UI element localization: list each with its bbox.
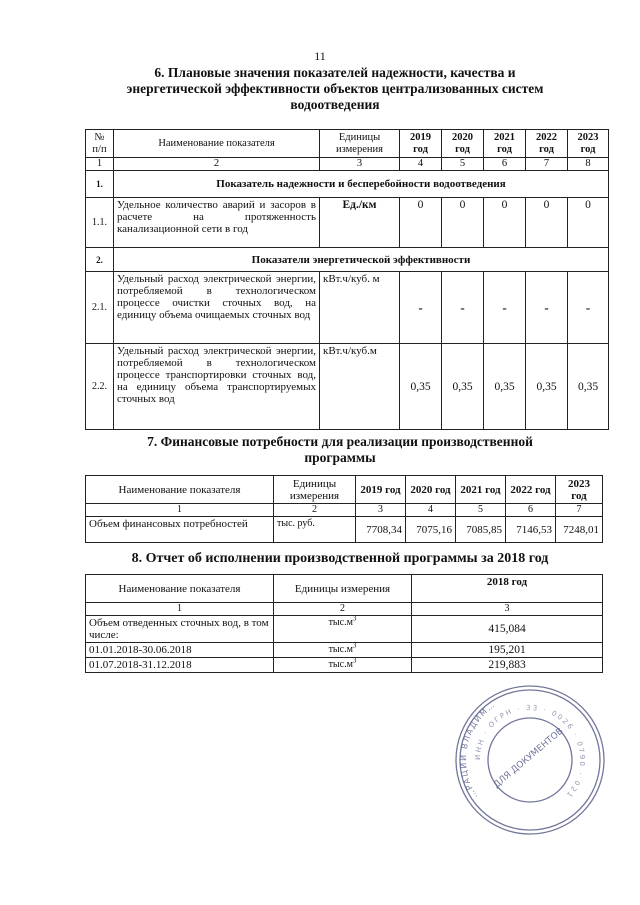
index-cell: 2 (114, 158, 320, 171)
row-value: 0,35 (442, 344, 484, 430)
row-value: - (568, 272, 609, 344)
group-num: 1. (86, 171, 114, 198)
index-cell: 6 (484, 158, 526, 171)
row-value: 0 (442, 198, 484, 248)
section6-table (85, 129, 609, 430)
section6-title (120, 65, 550, 113)
table-header-row (86, 130, 609, 158)
col-year-header: 2022 год (506, 476, 556, 504)
col-num-header: № п/п (86, 130, 114, 158)
index-row (86, 504, 603, 517)
index-cell: 2 (274, 603, 412, 616)
col-name-header: Наименование показателя (86, 476, 274, 504)
index-cell: 7 (526, 158, 568, 171)
index-cell: 3 (356, 504, 406, 517)
row-value: 0,35 (400, 344, 442, 430)
row-value: 7248,01 (556, 517, 603, 543)
row-name: Удельный расход электрической энергии, потребляемой в технологическом процессе транспортировки сточных вод, на единицу объема транспортируемых сточных вод (114, 344, 320, 430)
table-header-row (86, 575, 603, 603)
row-name: Объем финансовых потребностей (86, 517, 274, 543)
col-year-header: 2019 год (400, 130, 442, 158)
col-unit-header: Единицы измерения (274, 476, 356, 504)
row-value: - (526, 272, 568, 344)
col-name-header: Наименование показателя (86, 575, 274, 603)
row-unit: тыс. руб. (274, 517, 356, 543)
row-unit-text: тыс.м (328, 617, 353, 628)
row-value: 0 (400, 198, 442, 248)
row-value: 0,35 (484, 344, 526, 430)
row-value: 0,35 (526, 344, 568, 430)
section6-title-line1: 6. Плановые значения показателей надежности, качества и (154, 65, 516, 80)
group-row (86, 248, 609, 272)
row-unit: $тыс.м^3$ (274, 616, 412, 643)
svg-text:…РАЦИИ ВЛАДИМ… (450, 700, 533, 801)
col-name-header: Наименование показателя (114, 130, 320, 158)
seal-center-text: ДЛЯ ДОКУМЕНТОВ (491, 726, 566, 791)
row-value: - (484, 272, 526, 344)
section7-title-line1: 7. Финансовые потребности для реализации производственной (147, 434, 533, 449)
col-year-header: 2019 год (356, 476, 406, 504)
section7-title (120, 434, 560, 466)
col-year-header: 2021 год (456, 476, 506, 504)
index-cell: 1 (86, 603, 274, 616)
table-row (86, 344, 609, 430)
row-unit: кВт.ч/куб.м (320, 344, 400, 430)
table-row (86, 272, 609, 344)
index-row (86, 603, 603, 616)
index-cell: 1 (86, 504, 274, 517)
row-name: 01.07.2018-31.12.2018 (86, 658, 274, 673)
col-year-header: 2023 год (556, 476, 603, 504)
index-cell: 3 (320, 158, 400, 171)
row-num: 1.1. (86, 198, 114, 248)
col-year-header: 2020 год (406, 476, 456, 504)
col-year-header: 2022 год (526, 130, 568, 158)
index-cell: 4 (406, 504, 456, 517)
row-name: Удельное количество аварий и засоров в расчете на протяженность канализационной сети в год (114, 198, 320, 248)
col-year-header: 2020 год (442, 130, 484, 158)
row-value: 7075,16 (406, 517, 456, 543)
index-cell: 1 (86, 158, 114, 171)
section7-title-line2: программы (304, 450, 376, 465)
col-unit-header: Единицы измерения (274, 575, 412, 603)
row-value: 0 (526, 198, 568, 248)
seal-outer-text: …РАЦИИ ВЛАДИМ… (458, 699, 498, 801)
page-number: 11 (314, 49, 326, 63)
table-row (86, 658, 603, 673)
index-cell: 8 (568, 158, 609, 171)
col-year-header: 2021 год (484, 130, 526, 158)
index-cell: 5 (456, 504, 506, 517)
row-name: 01.01.2018-30.06.2018 (86, 643, 274, 658)
row-value: - (442, 272, 484, 344)
table-row (86, 643, 603, 658)
row-value: 7085,85 (456, 517, 506, 543)
index-cell: 6 (506, 504, 556, 517)
index-cell: 2 (274, 504, 356, 517)
table-row (86, 517, 603, 543)
table-header-row (86, 476, 603, 504)
index-row (86, 158, 609, 171)
index-cell: 5 (442, 158, 484, 171)
svg-text:ИНН · ОГРН · 33 · 0026 · 0790: ИНН · ОГРН · 33 · 0026 · 0790 · 021 (473, 703, 587, 800)
section8-table (85, 574, 603, 673)
table-row (86, 616, 603, 643)
index-cell: 3 (412, 603, 603, 616)
row-unit: $тыс.м^3$ (274, 643, 412, 658)
row-value: - (400, 272, 442, 344)
row-value: 7146,53 (506, 517, 556, 543)
group-title: Показатели энергетической эффективности (114, 248, 609, 272)
row-value: 0 (484, 198, 526, 248)
seal-graphic (450, 680, 610, 840)
row-value: 0 (568, 198, 609, 248)
index-cell: 7 (556, 504, 603, 517)
row-name: Удельный расход электрической энергии, потребляемой в технологическом процессе очистки сточных вод, на единицу объема очищаемых сточных вод (114, 272, 320, 344)
row-unit-text: тыс.м (328, 659, 353, 670)
row-value: 7708,34 (356, 517, 406, 543)
col-unit-header: Единицы измерения (320, 130, 400, 158)
row-value: 415,084 (412, 616, 603, 643)
row-unit: кВт.ч/куб. м (320, 272, 400, 344)
row-value: 195,201 (412, 643, 603, 658)
row-value: 219,883 (412, 658, 603, 673)
row-name: Объем отведенных сточных вод, в том числе: (86, 616, 274, 643)
row-unit-text: тыс.м (328, 644, 353, 655)
group-row (86, 171, 609, 198)
row-unit: Ед./км (320, 198, 400, 248)
section6-title-line3: водоотведения (290, 97, 380, 112)
table-row (86, 198, 609, 248)
col-year-header: 2018 год (412, 575, 603, 603)
index-cell: 4 (400, 158, 442, 171)
col-year-header: 2023 год (568, 130, 609, 158)
row-num: 2.1. (86, 272, 114, 344)
group-title: Показатель надежности и бесперебойности водоотведения (114, 171, 609, 198)
section7-table (85, 475, 603, 543)
row-value: 0,35 (568, 344, 609, 430)
round-seal-stamp (450, 680, 610, 840)
row-unit: $тыс.м^3$ (274, 658, 412, 673)
group-num: 2. (86, 248, 114, 272)
section6-title-line2: энергетической эффективности объектов централизованных систем (126, 81, 544, 96)
row-num: 2.2. (86, 344, 114, 430)
section8-title: 8. Отчет об исполнении производственной программы за 2018 год (131, 551, 549, 566)
